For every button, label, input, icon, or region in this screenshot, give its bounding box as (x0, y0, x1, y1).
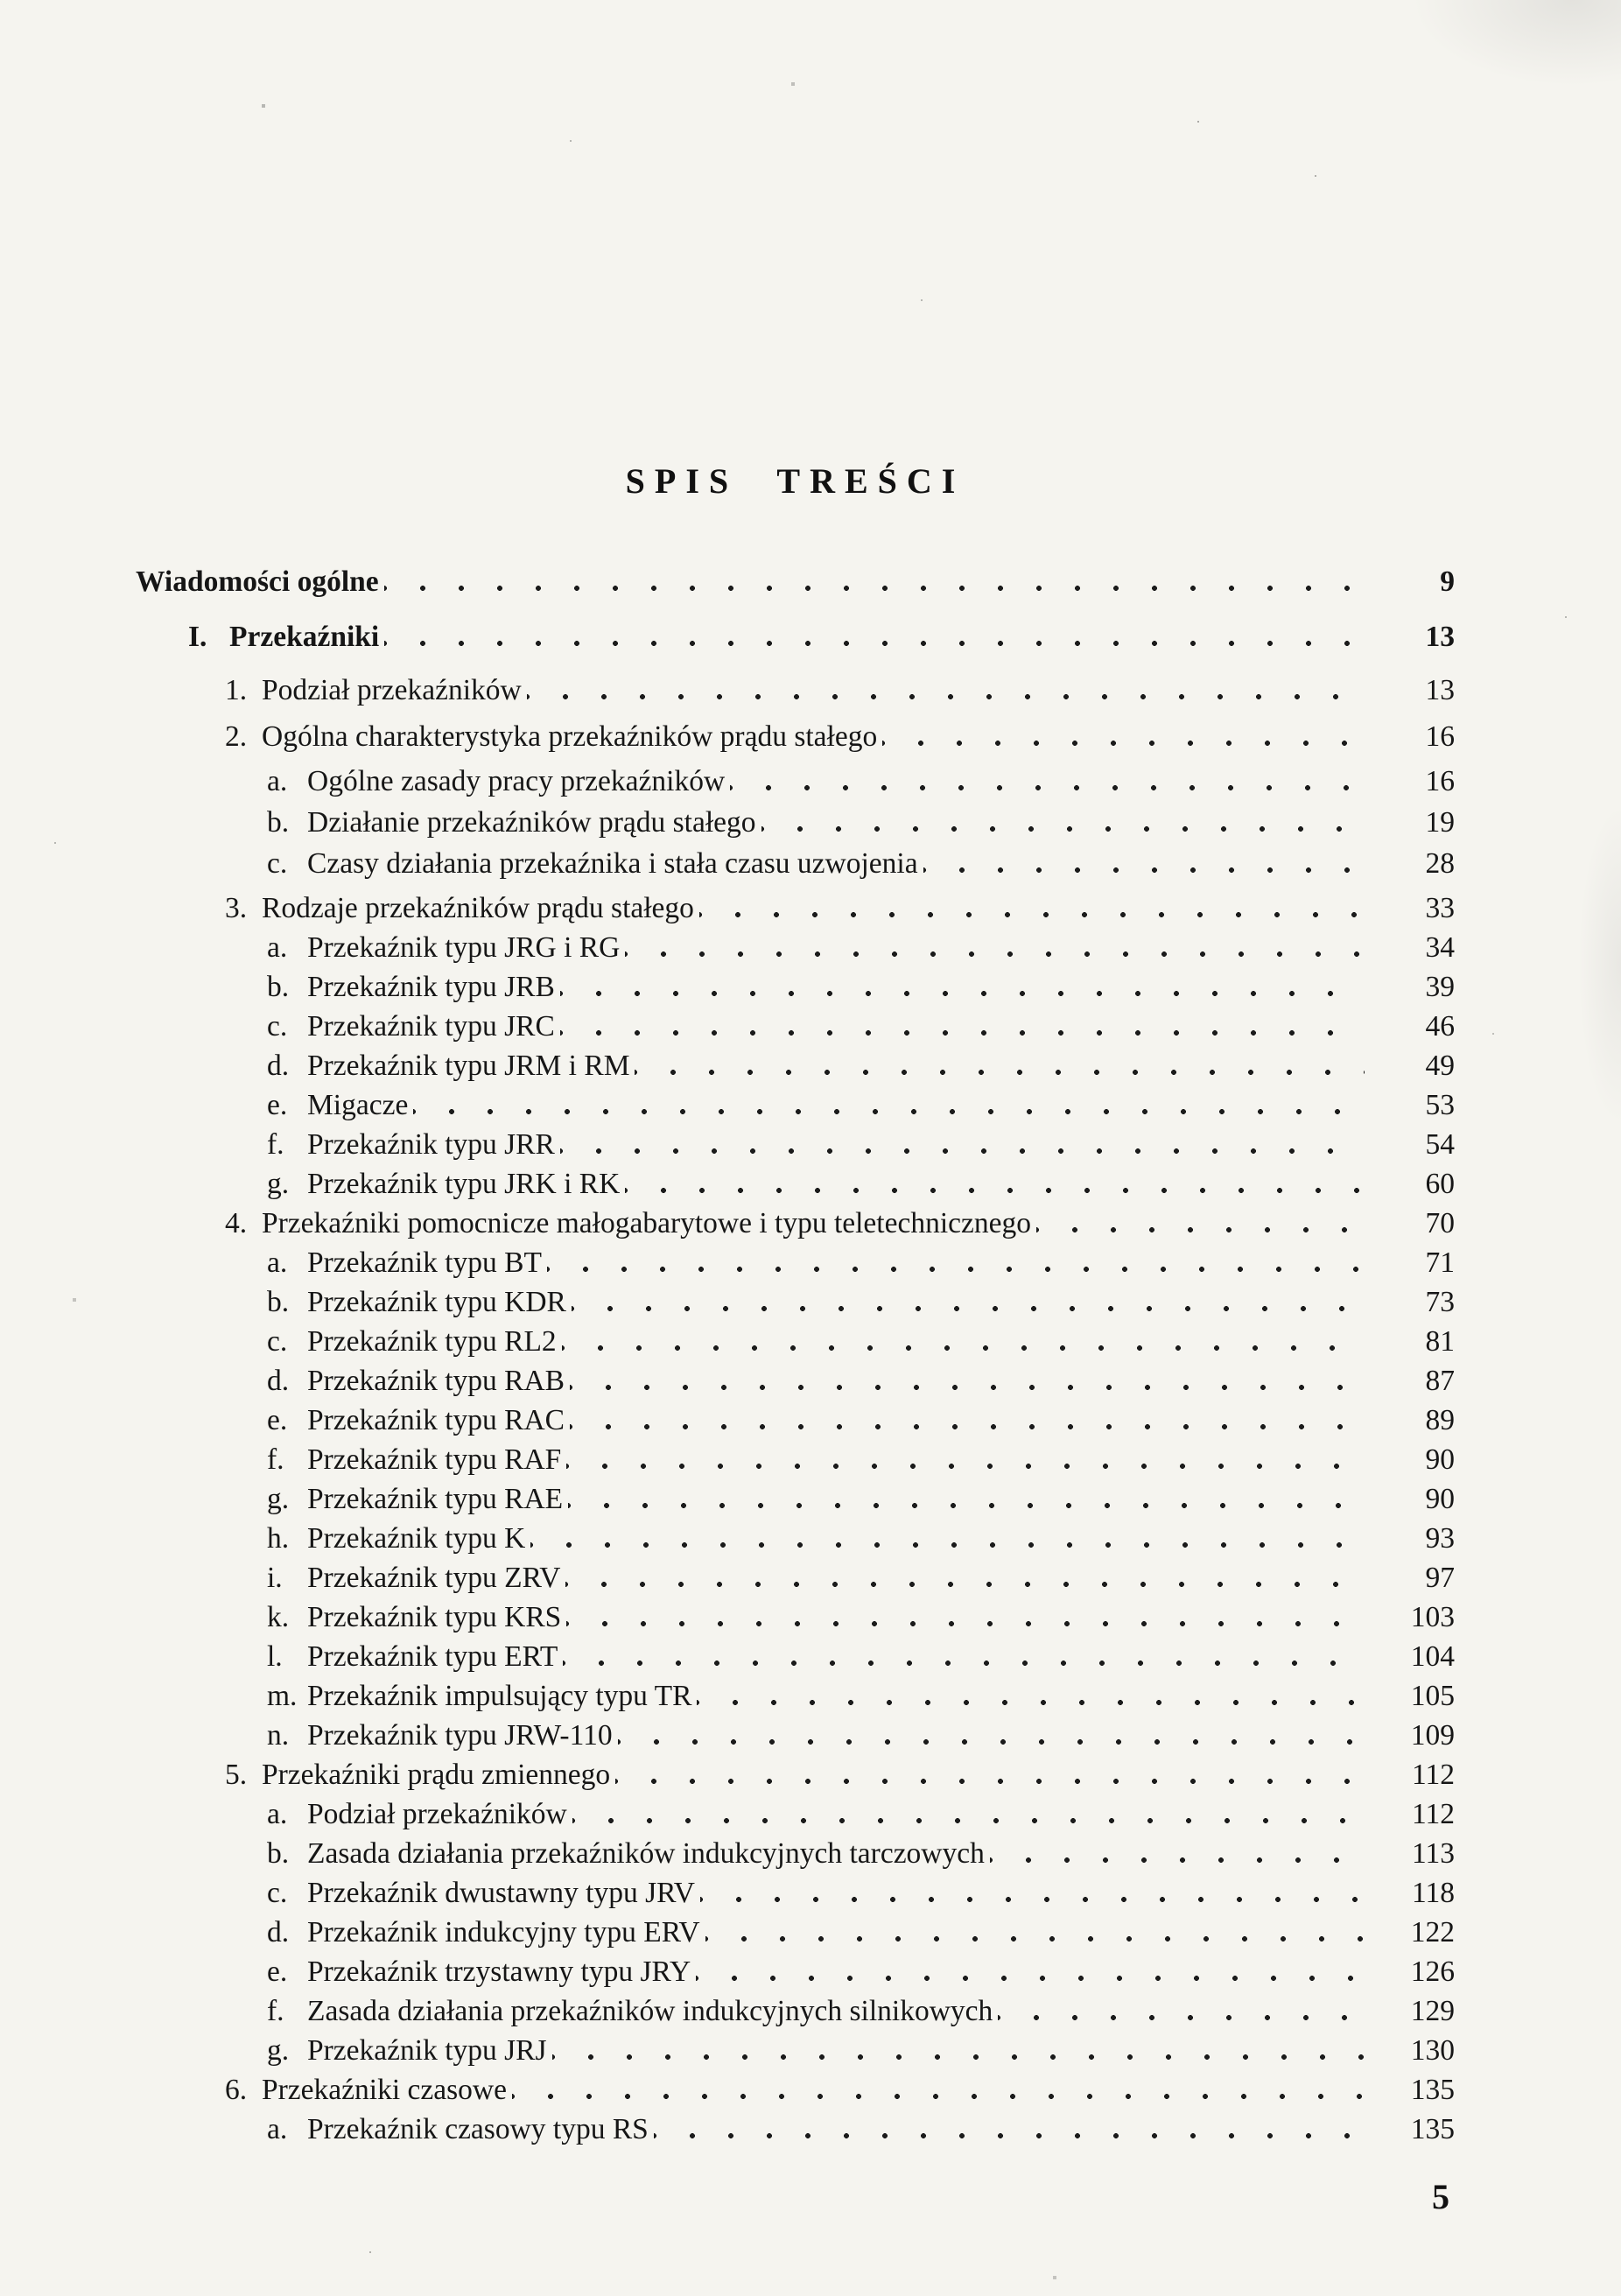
toc-entry (136, 617, 1455, 657)
toc-entry (136, 2031, 1455, 2070)
toc-leader-dots (761, 803, 1365, 842)
toc-entry-page: 118 (1411, 1877, 1455, 1909)
toc-entry-prefix: 2. (225, 720, 248, 753)
toc-entry-page: 113 (1411, 1837, 1455, 1870)
toc-entry-prefix: b. (267, 1286, 290, 1318)
toc-entry-prefix: 6. (225, 2074, 248, 2106)
toc-leader-dots (560, 967, 1365, 1007)
toc-entry-prefix: f. (267, 1995, 284, 2027)
toc-leader-dots (512, 2070, 1365, 2110)
toc-entry (136, 1440, 1455, 1479)
toc-list (136, 562, 1455, 2149)
toc-entry-text: Przekaźnik typu RAC (307, 1404, 565, 1436)
toc-entry-text: Przekaźnik czasowy typu RS (307, 2113, 649, 2145)
toc-entry (136, 803, 1455, 842)
toc-entry-prefix: e. (267, 1955, 288, 1988)
toc-entry-page: 93 (1425, 1522, 1455, 1555)
toc-leader-dots (552, 2031, 1365, 2070)
toc-entry-page: 129 (1410, 1995, 1455, 2027)
toc-entry-prefix: c. (267, 1877, 288, 1909)
toc-leader-dots (705, 1913, 1365, 1952)
toc-entry-text: Przekaźnik typu JRW-110 (307, 1719, 613, 1752)
toc-entry-page: 105 (1410, 1680, 1455, 1712)
toc-entry (136, 562, 1455, 601)
toc-entry-prefix: g. (267, 1483, 290, 1515)
toc-entry-text: Przekaźnik typu JRG i RG (307, 931, 621, 964)
toc-leader-dots (565, 1558, 1365, 1597)
toc-entry-prefix: a. (267, 765, 288, 797)
toc-entry (136, 1243, 1455, 1282)
toc-leader-dots (625, 928, 1365, 967)
toc-entry-text: Przekaźnik typu JRB (307, 971, 555, 1003)
toc-entry (136, 1755, 1455, 1794)
toc-entry-text: Przekaźnik trzystawny typu JRY (307, 1955, 691, 1988)
toc-entry (136, 1716, 1455, 1755)
toc-entry-prefix: 3. (225, 892, 248, 924)
toc-entry (136, 1952, 1455, 1991)
toc-entry-page: 13 (1425, 674, 1455, 706)
toc-leader-dots (568, 1479, 1365, 1519)
toc-leader-dots (566, 1440, 1365, 1479)
toc-entry-text: Podział przekaźników (307, 1798, 567, 1830)
toc-entry-page: 90 (1425, 1443, 1455, 1476)
toc-entry-text: Przekaźnik typu KRS (307, 1601, 562, 1633)
toc-entry-prefix: 5. (225, 1759, 248, 1791)
toc-entry-page: 49 (1425, 1050, 1455, 1082)
toc-entry-text: Wiadomości ogólne (136, 565, 379, 598)
toc-entry (136, 844, 1455, 883)
toc-entry-prefix: e. (267, 1089, 288, 1121)
toc-entry-prefix: I. (188, 621, 207, 653)
toc-entry-page: 28 (1425, 847, 1455, 880)
toc-leader-dots (730, 762, 1365, 801)
toc-entry (136, 2070, 1455, 2110)
toc-entry-text: Ogólne zasady pracy przekaźników (307, 765, 726, 797)
toc-entry-text: Przekaźnik dwustawny typu JRV (307, 1877, 695, 1909)
toc-entry-page: 135 (1410, 2113, 1455, 2145)
toc-entry (136, 1085, 1455, 1125)
toc-leader-dots (572, 1282, 1365, 1322)
toc-entry-text: Przekaźnik impulsujący typu TR (307, 1680, 692, 1712)
toc-entry-text: Przekaźnik typu RL2 (307, 1325, 557, 1358)
toc-entry-text: Przekaźnik typu RAB (307, 1365, 565, 1397)
toc-entry-prefix: k. (267, 1601, 290, 1633)
toc-entry-page: 112 (1411, 1798, 1455, 1830)
toc-leader-dots (566, 1597, 1365, 1637)
toc-entry-page: 54 (1425, 1128, 1455, 1161)
toc-entry-page: 89 (1425, 1404, 1455, 1436)
toc-entry-page: 122 (1410, 1916, 1455, 1948)
toc-entry-page: 13 (1425, 621, 1455, 653)
toc-leader-dots (560, 1007, 1365, 1046)
toc-entry (136, 1322, 1455, 1361)
toc-entry-text: Przekaźniki pomocnicze małogabarytowe i typu teletechnicznego (262, 1207, 1032, 1239)
toc-leader-dots (699, 888, 1365, 928)
toc-entry-page: 33 (1425, 892, 1455, 924)
toc-entry-text: Przekaźnik typu ZRV (307, 1562, 561, 1594)
toc-entry (136, 1794, 1455, 1834)
toc-entry-prefix: f. (267, 1443, 284, 1476)
toc-leader-dots (635, 1046, 1365, 1085)
toc-leader-dots (696, 1952, 1365, 1991)
toc-entry-page: 60 (1425, 1168, 1455, 1200)
toc-entry-page: 16 (1425, 765, 1455, 797)
toc-entry-prefix: a. (267, 1246, 288, 1279)
toc-entry-prefix: d. (267, 1916, 290, 1948)
toc-entry (136, 762, 1455, 801)
toc-entry-text: Przekaźnik typu JRM i RM (307, 1050, 630, 1082)
toc-entry (136, 1479, 1455, 1519)
toc-entry-page: 70 (1425, 1207, 1455, 1239)
toc-entry-prefix: b. (267, 1837, 290, 1870)
toc-entry (136, 1046, 1455, 1085)
toc-entry-prefix: c. (267, 1325, 288, 1358)
toc-entry-prefix: l. (267, 1640, 283, 1673)
toc-entry-page: 87 (1425, 1365, 1455, 1397)
toc-entry-text: Czasy działania przekaźnika i stała czasu uzwojenia (307, 847, 918, 880)
toc-leader-dots (384, 617, 1365, 657)
toc-entry-prefix: 1. (225, 674, 248, 706)
toc-entry-prefix: h. (267, 1522, 290, 1555)
toc-entry-page: 34 (1425, 931, 1455, 964)
toc-entry-prefix: b. (267, 971, 290, 1003)
toc-entry-page: 104 (1410, 1640, 1455, 1673)
toc-entry-text: Przekaźnik typu RAF (307, 1443, 562, 1476)
toc-leader-dots (562, 1322, 1365, 1361)
toc-entry-prefix: d. (267, 1365, 290, 1397)
toc-leader-dots (547, 1243, 1365, 1282)
toc-leader-dots (990, 1834, 1365, 1873)
toc-entry-page: 130 (1410, 2034, 1455, 2067)
toc-leader-dots (570, 1361, 1365, 1401)
toc-leader-dots (572, 1794, 1365, 1834)
scan-speckles (0, 0, 2, 2)
toc-entry-text: Przekaźnik typu BT (307, 1246, 542, 1279)
toc-entry-prefix: n. (267, 1719, 290, 1752)
toc-entry (136, 1282, 1455, 1322)
toc-leader-dots (384, 562, 1365, 601)
toc-entry-prefix: a. (267, 2113, 288, 2145)
toc-entry (136, 717, 1455, 756)
toc-entry-text: Przekaźnik typu ERT (307, 1640, 558, 1673)
toc-entry-text: Zasada działania przekaźników indukcyjnych tarczowych (307, 1837, 985, 1870)
toc-entry (136, 1401, 1455, 1440)
toc-entry-page: 73 (1425, 1286, 1455, 1318)
toc-entry (136, 1637, 1455, 1676)
toc-entry-text: Ogólna charakterystyka przekaźników prądu stałego (262, 720, 878, 753)
toc-entry-prefix: a. (267, 931, 288, 964)
toc-entry-text: Przekaźnik typu RAE (307, 1483, 564, 1515)
toc-entry-page: 90 (1425, 1483, 1455, 1515)
toc-entry-prefix: c. (267, 847, 288, 880)
toc-entry-text: Przekaźnik typu JRC (307, 1010, 555, 1043)
toc-leader-dots (1036, 1204, 1365, 1243)
toc-entry-text: Przekaźniki (229, 621, 380, 653)
toc-entry-page: 103 (1410, 1601, 1455, 1633)
toc-entry (136, 888, 1455, 928)
toc-entry (136, 1558, 1455, 1597)
toc-entry-page: 46 (1425, 1010, 1455, 1043)
toc-entry-prefix: c. (267, 1010, 288, 1043)
toc-entry-page: 81 (1425, 1325, 1455, 1358)
toc-entry (136, 1676, 1455, 1716)
toc-leader-dots (697, 1676, 1365, 1716)
toc-entry (136, 1204, 1455, 1243)
toc-entry-prefix: b. (267, 806, 290, 839)
toc-entry-page: 112 (1411, 1759, 1455, 1791)
toc-entry-text: Podział przekaźników (262, 674, 522, 706)
toc-entry (136, 671, 1455, 710)
toc-entry (136, 1164, 1455, 1204)
toc-entry-text: Zasada działania przekaźników indukcyjnych silnikowych (307, 1995, 993, 2027)
toc-entry-text: Migacze (307, 1089, 409, 1121)
toc-entry-page: 19 (1425, 806, 1455, 839)
toc-entry-page: 9 (1440, 565, 1455, 598)
toc-entry-text: Przekaźnik typu JRR (307, 1128, 555, 1161)
toc-leader-dots (615, 1755, 1365, 1794)
toc-entry (136, 967, 1455, 1007)
toc-entry-text: Rodzaje przekaźników prądu stałego (262, 892, 694, 924)
toc-entry (136, 1361, 1455, 1401)
toc-entry-text: Przekaźnik typu K (307, 1522, 526, 1555)
toc-leader-dots (527, 671, 1365, 710)
toc-entry-page: 126 (1410, 1955, 1455, 1988)
toc-entry-page: 39 (1425, 971, 1455, 1003)
toc-leader-dots (563, 1637, 1365, 1676)
toc-entry-page: 97 (1425, 1562, 1455, 1594)
toc-leader-dots (654, 2110, 1365, 2149)
toc-entry (136, 1991, 1455, 2031)
toc-leader-dots (413, 1085, 1365, 1125)
toc-entry-prefix: a. (267, 1798, 288, 1830)
toc-entry-page: 16 (1425, 720, 1455, 753)
toc-entry (136, 1597, 1455, 1637)
toc-leader-dots (570, 1401, 1365, 1440)
toc-entry-prefix: g. (267, 1168, 290, 1200)
toc-entry (136, 1873, 1455, 1913)
toc-entry (136, 1913, 1455, 1952)
toc-leader-dots (618, 1716, 1365, 1755)
toc-entry-text: Przekaźnik indukcyjny typu ERV (307, 1916, 700, 1948)
toc-entry-prefix: f. (267, 1128, 284, 1161)
toc-leader-dots (560, 1125, 1365, 1164)
toc-leader-dots (625, 1164, 1365, 1204)
toc-entry (136, 1125, 1455, 1164)
toc-entry-prefix: d. (267, 1050, 290, 1082)
toc-entry-text: Przekaźniki prądu zmiennego (262, 1759, 611, 1791)
toc-leader-dots (700, 1873, 1365, 1913)
toc-leader-dots (998, 1991, 1365, 2031)
toc-title: SPIS TREŚCI (625, 461, 965, 501)
toc-entry-text: Przekaźnik typu JRK i RK (307, 1168, 621, 1200)
toc-entry (136, 1007, 1455, 1046)
toc-entry-prefix: e. (267, 1404, 288, 1436)
toc-entry-text: Przekaźnik typu JRJ (307, 2034, 547, 2067)
toc-entry-page: 71 (1425, 1246, 1455, 1279)
toc-entry (136, 1834, 1455, 1873)
toc-entry-page: 135 (1410, 2074, 1455, 2106)
toc-entry-page: 109 (1410, 1719, 1455, 1752)
toc-leader-dots (882, 717, 1365, 756)
toc-entry-prefix: g. (267, 2034, 290, 2067)
toc-leader-dots (530, 1519, 1365, 1558)
toc-entry (136, 1519, 1455, 1558)
toc-entry-text: Działanie przekaźników prądu stałego (307, 806, 756, 839)
toc-entry-prefix: 4. (225, 1207, 248, 1239)
toc-entry-text: Przekaźniki czasowe (262, 2074, 507, 2106)
folio-page-number: 5 (1432, 2177, 1449, 2216)
toc-entry (136, 2110, 1455, 2149)
toc-entry-prefix: m. (267, 1680, 298, 1712)
toc-leader-dots (923, 844, 1365, 883)
toc-entry-prefix: i. (267, 1562, 283, 1594)
toc-entry-page: 53 (1425, 1089, 1455, 1121)
toc-entry-text: Przekaźnik typu KDR (307, 1286, 566, 1318)
toc-entry (136, 928, 1455, 967)
